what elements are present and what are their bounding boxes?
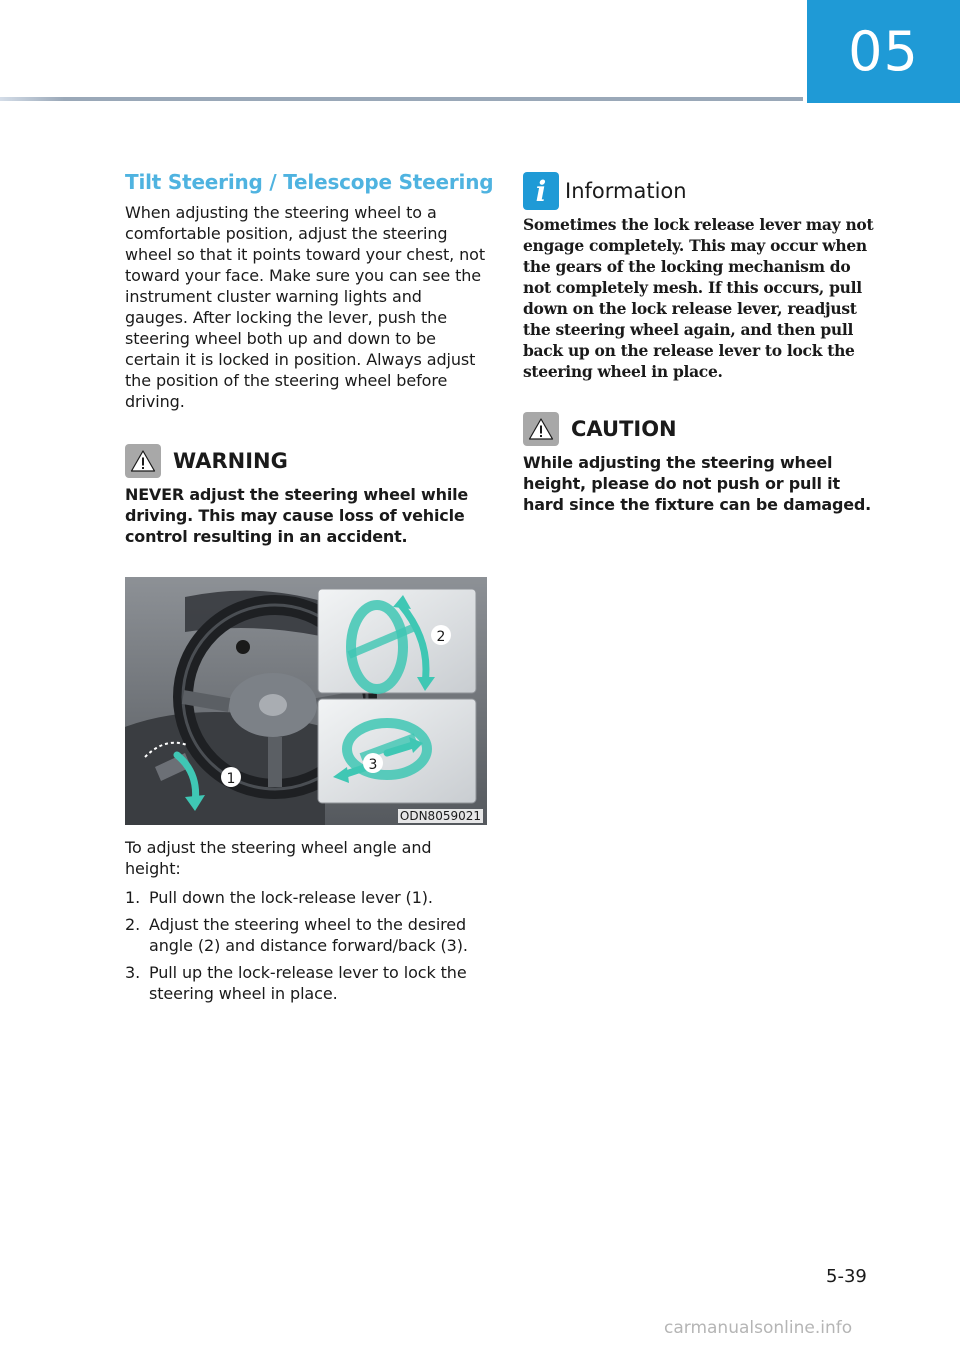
caution-header [523,412,883,446]
step-number: 1. [125,888,141,907]
information-callout [523,172,883,382]
information-header [523,172,883,210]
callout-1-label: 1 [226,771,236,787]
list-item [125,914,487,956]
caution-callout [523,412,883,515]
warning-text: NEVER adjust the steering wheel while driving. This may cause loss of vehicle control resulting in an accident. [125,485,469,546]
information-text: Sometimes the lock release lever may not engage completely. This may occur when the gears of the locking mechanism do not completely mesh. If this occurs, pull down on the lock release lever, readjust the steering wheel again, and then pull back up on the release lever to lock the steering wheel in place. [523,215,874,381]
watermark: carmanualsonline.info [664,1318,853,1338]
list-item [125,887,487,908]
chapter-tab [807,0,960,103]
procedure-steps [125,887,487,1004]
information-title: Information [565,179,687,203]
info-icon: i [523,172,559,210]
procedure-intro: To adjust the steering wheel angle and height: [125,838,432,878]
warning-header [125,444,487,478]
step-text: Pull up the lock-release lever to lock the steering wheel in place. [149,963,467,1003]
section-intro: When adjusting the steering wheel to a comfortable position, adjust the steering wheel so that it points toward your chest, not toward your face. Make sure you can see the instrument cluster warning lights and gauges. After locking the lever, push the steering wheel both up and down to be certain it is locked in position. Always adjust the position of the steering wheel before driving. [125,203,485,411]
callout-3-label: 3 [368,757,378,773]
left-column [125,170,494,1010]
caution-title: CAUTION [571,417,677,441]
warning-title: WARNING [173,449,288,473]
step-number: 3. [125,963,141,982]
step-number: 2. [125,915,141,934]
steering-illustration [125,577,487,825]
header-rule [0,97,803,101]
list-item [125,962,487,1004]
right-column [523,172,883,515]
figure-code: ODN8059021 [399,809,481,823]
caution-text: While adjusting the steering wheel height, please do not push or pull it hard since the fixture can be damaged. [523,453,872,514]
callout-2-label: 2 [436,629,446,645]
caution-icon [523,412,559,446]
step-text: Adjust the steering wheel to the desired angle (2) and distance forward/back (3). [149,915,468,955]
page-number: 5-39 [826,1266,867,1287]
section-title: Tilt Steering / Telescope Steering [125,170,494,194]
steering-adjustment-figure [125,577,487,825]
chapter-number: 05 [848,20,919,83]
step-text: Pull down the lock-release lever (1). [149,888,433,907]
warning-callout [125,444,487,547]
warning-icon [125,444,161,478]
